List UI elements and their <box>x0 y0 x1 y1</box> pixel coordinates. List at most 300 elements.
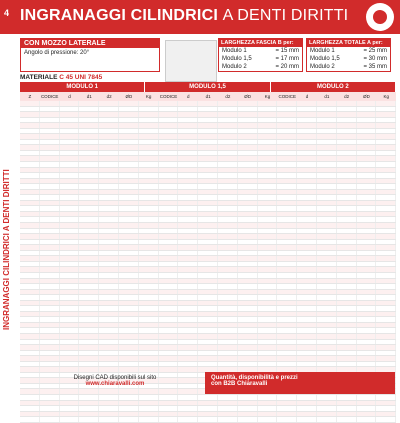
table-cell <box>277 123 297 128</box>
table-cell <box>357 317 377 322</box>
table-cell <box>238 179 258 184</box>
table-cell <box>20 240 40 245</box>
table-cell <box>79 328 99 333</box>
table-cell <box>198 273 218 278</box>
table-cell <box>258 256 278 261</box>
table-cell <box>139 351 159 356</box>
table-cell <box>139 101 159 106</box>
table-cell <box>119 345 139 350</box>
table-cell <box>60 351 80 356</box>
table-cell <box>40 190 60 195</box>
table-cell <box>376 195 396 200</box>
table-cell <box>40 234 60 239</box>
table-cell <box>20 179 40 184</box>
table-cell <box>297 328 317 333</box>
table-cell <box>238 223 258 228</box>
table-cell <box>139 323 159 328</box>
table-cell <box>99 229 119 234</box>
table-cell <box>337 118 357 123</box>
table-cell <box>60 156 80 161</box>
table-cell <box>99 295 119 300</box>
table-cell <box>198 190 218 195</box>
table-cell <box>297 118 317 123</box>
table-cell <box>178 340 198 345</box>
table-cell <box>139 123 159 128</box>
table-cell <box>60 273 80 278</box>
table-cell <box>238 156 258 161</box>
table-cell <box>297 184 317 189</box>
table-cell <box>258 112 278 117</box>
table-cell <box>198 129 218 134</box>
table-cell <box>258 129 278 134</box>
table-cell <box>277 206 297 211</box>
table-cell <box>79 240 99 245</box>
table-cell <box>79 201 99 206</box>
table-cell <box>238 406 258 411</box>
table-cell <box>20 201 40 206</box>
table-cell <box>277 107 297 112</box>
table-cell <box>178 123 198 128</box>
table-cell <box>178 118 198 123</box>
table-cell <box>218 401 238 406</box>
table-cell <box>238 351 258 356</box>
table-cell <box>159 279 179 284</box>
table-cell <box>20 279 40 284</box>
table-cell <box>238 323 258 328</box>
table-cell <box>99 406 119 411</box>
table-cell <box>297 173 317 178</box>
table-cell <box>238 151 258 156</box>
table-cell <box>178 223 198 228</box>
table-cell <box>60 334 80 339</box>
table-cell <box>258 351 278 356</box>
table-cell <box>357 184 377 189</box>
table-cell <box>20 151 40 156</box>
table-cell <box>357 168 377 173</box>
table-cell <box>218 173 238 178</box>
table-cell <box>218 107 238 112</box>
table-cell <box>20 168 40 173</box>
table-cell <box>297 201 317 206</box>
table-cell <box>79 412 99 417</box>
table-cell <box>159 118 179 123</box>
table-cell <box>337 417 357 422</box>
table-cell <box>139 190 159 195</box>
table-cell <box>20 118 40 123</box>
table-cell <box>218 301 238 306</box>
table-cell <box>60 317 80 322</box>
table-cell <box>297 145 317 150</box>
table-cell <box>317 140 337 145</box>
table-cell <box>258 290 278 295</box>
table-cell <box>277 201 297 206</box>
table-cell <box>79 162 99 167</box>
table-cell <box>40 262 60 267</box>
column-header: ØD <box>363 94 370 99</box>
table-cell <box>40 284 60 289</box>
table-cell <box>277 162 297 167</box>
table-row <box>20 417 396 423</box>
table-cell <box>357 334 377 339</box>
table-cell <box>376 351 396 356</box>
spec-row: Modulo 2 = 20 mm <box>222 64 299 70</box>
table-cell <box>60 168 80 173</box>
table-cell <box>376 179 396 184</box>
table-cell <box>99 195 119 200</box>
table-cell <box>60 406 80 411</box>
table-cell <box>40 412 60 417</box>
table-cell <box>40 112 60 117</box>
table-cell <box>317 340 337 345</box>
table-cell <box>139 184 159 189</box>
table-cell <box>376 101 396 106</box>
table-cell <box>139 212 159 217</box>
table-cell <box>159 123 179 128</box>
table-cell <box>20 262 40 267</box>
table-cell <box>277 112 297 117</box>
table-cell <box>297 262 317 267</box>
table-cell <box>79 323 99 328</box>
table-cell <box>277 395 297 400</box>
table-cell <box>337 190 357 195</box>
table-cell <box>79 389 99 394</box>
table-cell <box>139 129 159 134</box>
table-cell <box>139 240 159 245</box>
table-cell <box>99 312 119 317</box>
table-cell <box>178 151 198 156</box>
table-cell <box>337 306 357 311</box>
table-cell <box>238 395 258 400</box>
table-cell <box>258 284 278 289</box>
table-cell <box>317 351 337 356</box>
table-cell <box>238 345 258 350</box>
table-cell <box>60 229 80 234</box>
table-cell <box>238 107 258 112</box>
table-cell <box>139 290 159 295</box>
table-cell <box>258 179 278 184</box>
table-cell <box>178 162 198 167</box>
table-cell <box>218 317 238 322</box>
table-cell <box>178 284 198 289</box>
table-cell <box>119 362 139 367</box>
table-cell <box>258 201 278 206</box>
table-cell <box>277 279 297 284</box>
table-cell <box>376 295 396 300</box>
table-cell <box>198 134 218 139</box>
table-cell <box>376 134 396 139</box>
table-cell <box>79 273 99 278</box>
table-cell <box>238 295 258 300</box>
table-cell <box>277 118 297 123</box>
table-cell <box>178 273 198 278</box>
table-cell <box>79 118 99 123</box>
table-cell <box>258 101 278 106</box>
table-cell <box>178 356 198 361</box>
table-cell <box>297 334 317 339</box>
table-cell <box>60 306 80 311</box>
table-cell <box>139 345 159 350</box>
website-link[interactable]: www.chiaravalli.com <box>85 381 145 387</box>
table-cell <box>317 256 337 261</box>
table-cell <box>99 273 119 278</box>
table-cell <box>20 267 40 272</box>
table-cell <box>277 362 297 367</box>
table-cell <box>60 151 80 156</box>
table-cell <box>297 156 317 161</box>
table-cell <box>79 317 99 322</box>
table-cell <box>218 101 238 106</box>
table-cell <box>159 323 179 328</box>
table-cell <box>20 190 40 195</box>
table-cell <box>178 107 198 112</box>
table-cell <box>376 212 396 217</box>
table-cell <box>317 290 337 295</box>
table-cell <box>60 345 80 350</box>
table-cell <box>20 256 40 261</box>
table-cell <box>258 151 278 156</box>
table-cell <box>40 195 60 200</box>
table-cell <box>119 251 139 256</box>
table-cell <box>20 367 40 372</box>
table-cell <box>376 279 396 284</box>
table-cell <box>376 112 396 117</box>
table-cell <box>277 351 297 356</box>
table-cell <box>376 129 396 134</box>
table-cell <box>119 184 139 189</box>
column-header: Kg <box>145 94 152 99</box>
spec-row: Modulo 2 = 35 mm <box>310 64 387 70</box>
table-cell <box>40 362 60 367</box>
table-cell <box>317 179 337 184</box>
table-cell <box>159 389 179 394</box>
table-cell <box>198 168 218 173</box>
table-cell <box>198 245 218 250</box>
table-cell <box>317 267 337 272</box>
table-cell <box>297 279 317 284</box>
table-cell <box>218 417 238 422</box>
table-cell <box>20 107 40 112</box>
table-cell <box>60 356 80 361</box>
table-cell <box>317 412 337 417</box>
column-header: Z <box>28 94 32 99</box>
table-cell <box>376 156 396 161</box>
table-cell <box>178 201 198 206</box>
table-cell <box>357 190 377 195</box>
table-cell <box>40 134 60 139</box>
table-cell <box>20 328 40 333</box>
spec-row: Modulo 1 = 25 mm <box>310 48 387 54</box>
table-cell <box>376 395 396 400</box>
table-cell <box>317 168 337 173</box>
table-cell <box>20 223 40 228</box>
table-cell <box>178 406 198 411</box>
table-cell <box>99 173 119 178</box>
table-cell <box>357 162 377 167</box>
table-cell <box>40 229 60 234</box>
table-cell <box>218 240 238 245</box>
table-cell <box>258 173 278 178</box>
table-cell <box>198 112 218 117</box>
table-cell <box>376 362 396 367</box>
table-cell <box>277 401 297 406</box>
table-cell <box>337 168 357 173</box>
table-cell <box>79 256 99 261</box>
table-cell <box>40 267 60 272</box>
table-cell <box>218 306 238 311</box>
table-cell <box>297 406 317 411</box>
table-cell <box>198 101 218 106</box>
table-cell <box>40 334 60 339</box>
table-cell <box>178 334 198 339</box>
table-cell <box>119 123 139 128</box>
table-cell <box>238 251 258 256</box>
table-cell <box>376 290 396 295</box>
table-cell <box>119 301 139 306</box>
column-header: d <box>305 94 309 99</box>
table-cell <box>238 340 258 345</box>
table-cell <box>79 134 99 139</box>
table-cell <box>238 123 258 128</box>
table-cell <box>20 345 40 350</box>
table-cell <box>178 168 198 173</box>
table-cell <box>99 217 119 222</box>
table-cell <box>40 206 60 211</box>
table-cell <box>317 356 337 361</box>
table-cell <box>337 201 357 206</box>
table-cell <box>139 251 159 256</box>
table-cell <box>20 112 40 117</box>
table-cell <box>79 284 99 289</box>
table-cell <box>198 140 218 145</box>
table-cell <box>178 251 198 256</box>
table-cell <box>119 168 139 173</box>
table-cell <box>258 223 278 228</box>
table-cell <box>79 401 99 406</box>
table-cell <box>277 129 297 134</box>
table-cell <box>277 284 297 289</box>
table-cell <box>40 129 60 134</box>
table-cell <box>139 179 159 184</box>
table-cell <box>159 190 179 195</box>
table-cell <box>297 401 317 406</box>
table-cell <box>159 168 179 173</box>
table-cell <box>297 301 317 306</box>
table-cell <box>20 340 40 345</box>
table-cell <box>317 184 337 189</box>
table-cell <box>218 312 238 317</box>
table-cell <box>159 406 179 411</box>
table-cell <box>317 295 337 300</box>
table-cell <box>139 107 159 112</box>
table-cell <box>159 112 179 117</box>
table-cell <box>198 156 218 161</box>
table-cell <box>238 267 258 272</box>
table-cell <box>60 107 80 112</box>
table-cell <box>99 168 119 173</box>
table-cell <box>277 340 297 345</box>
table-cell <box>40 184 60 189</box>
table-cell <box>139 118 159 123</box>
table-cell <box>218 184 238 189</box>
table-cell <box>277 312 297 317</box>
table-cell <box>159 101 179 106</box>
table-cell <box>99 279 119 284</box>
table-cell <box>277 267 297 272</box>
table-cell <box>317 240 337 245</box>
table-cell <box>20 156 40 161</box>
table-cell <box>277 140 297 145</box>
table-cell <box>198 262 218 267</box>
table-cell <box>119 179 139 184</box>
table-cell <box>357 395 377 400</box>
table-cell <box>337 107 357 112</box>
table-cell <box>337 317 357 322</box>
table-cell <box>337 406 357 411</box>
table-cell <box>357 156 377 161</box>
table-cell <box>40 367 60 372</box>
table-cell <box>139 156 159 161</box>
table-cell <box>60 129 80 134</box>
table-cell <box>139 112 159 117</box>
table-cell <box>258 356 278 361</box>
table-cell <box>317 334 337 339</box>
table-cell <box>159 206 179 211</box>
table-cell <box>218 290 238 295</box>
table-cell <box>376 151 396 156</box>
table-cell <box>337 223 357 228</box>
table-cell <box>198 256 218 261</box>
table-cell <box>99 123 119 128</box>
table-cell <box>337 206 357 211</box>
table-cell <box>178 184 198 189</box>
table-cell <box>60 279 80 284</box>
table-cell <box>40 389 60 394</box>
table-cell <box>159 267 179 272</box>
table-cell <box>297 140 317 145</box>
table-cell <box>20 301 40 306</box>
table-cell <box>277 245 297 250</box>
table-cell <box>79 173 99 178</box>
table-cell <box>99 140 119 145</box>
table-cell <box>198 362 218 367</box>
table-cell <box>159 345 179 350</box>
table-cell <box>277 179 297 184</box>
table-cell <box>40 156 60 161</box>
table-cell <box>99 401 119 406</box>
table-cell <box>317 401 337 406</box>
column-header: d <box>68 94 71 99</box>
table-cell <box>238 412 258 417</box>
table-cell <box>40 240 60 245</box>
table-cell <box>119 151 139 156</box>
table-cell <box>238 306 258 311</box>
table-cell <box>40 345 60 350</box>
table-cell <box>376 251 396 256</box>
table-cell <box>99 290 119 295</box>
page-number: 4 <box>4 8 10 18</box>
table-cell <box>357 240 377 245</box>
table-cell <box>297 256 317 261</box>
gear-drawing <box>165 40 217 82</box>
table-cell <box>238 162 258 167</box>
table-cell <box>60 134 80 139</box>
table-cell <box>317 101 337 106</box>
table-cell <box>258 312 278 317</box>
table-cell <box>238 356 258 361</box>
table-cell <box>218 118 238 123</box>
table-cell <box>357 312 377 317</box>
table-cell <box>357 306 377 311</box>
